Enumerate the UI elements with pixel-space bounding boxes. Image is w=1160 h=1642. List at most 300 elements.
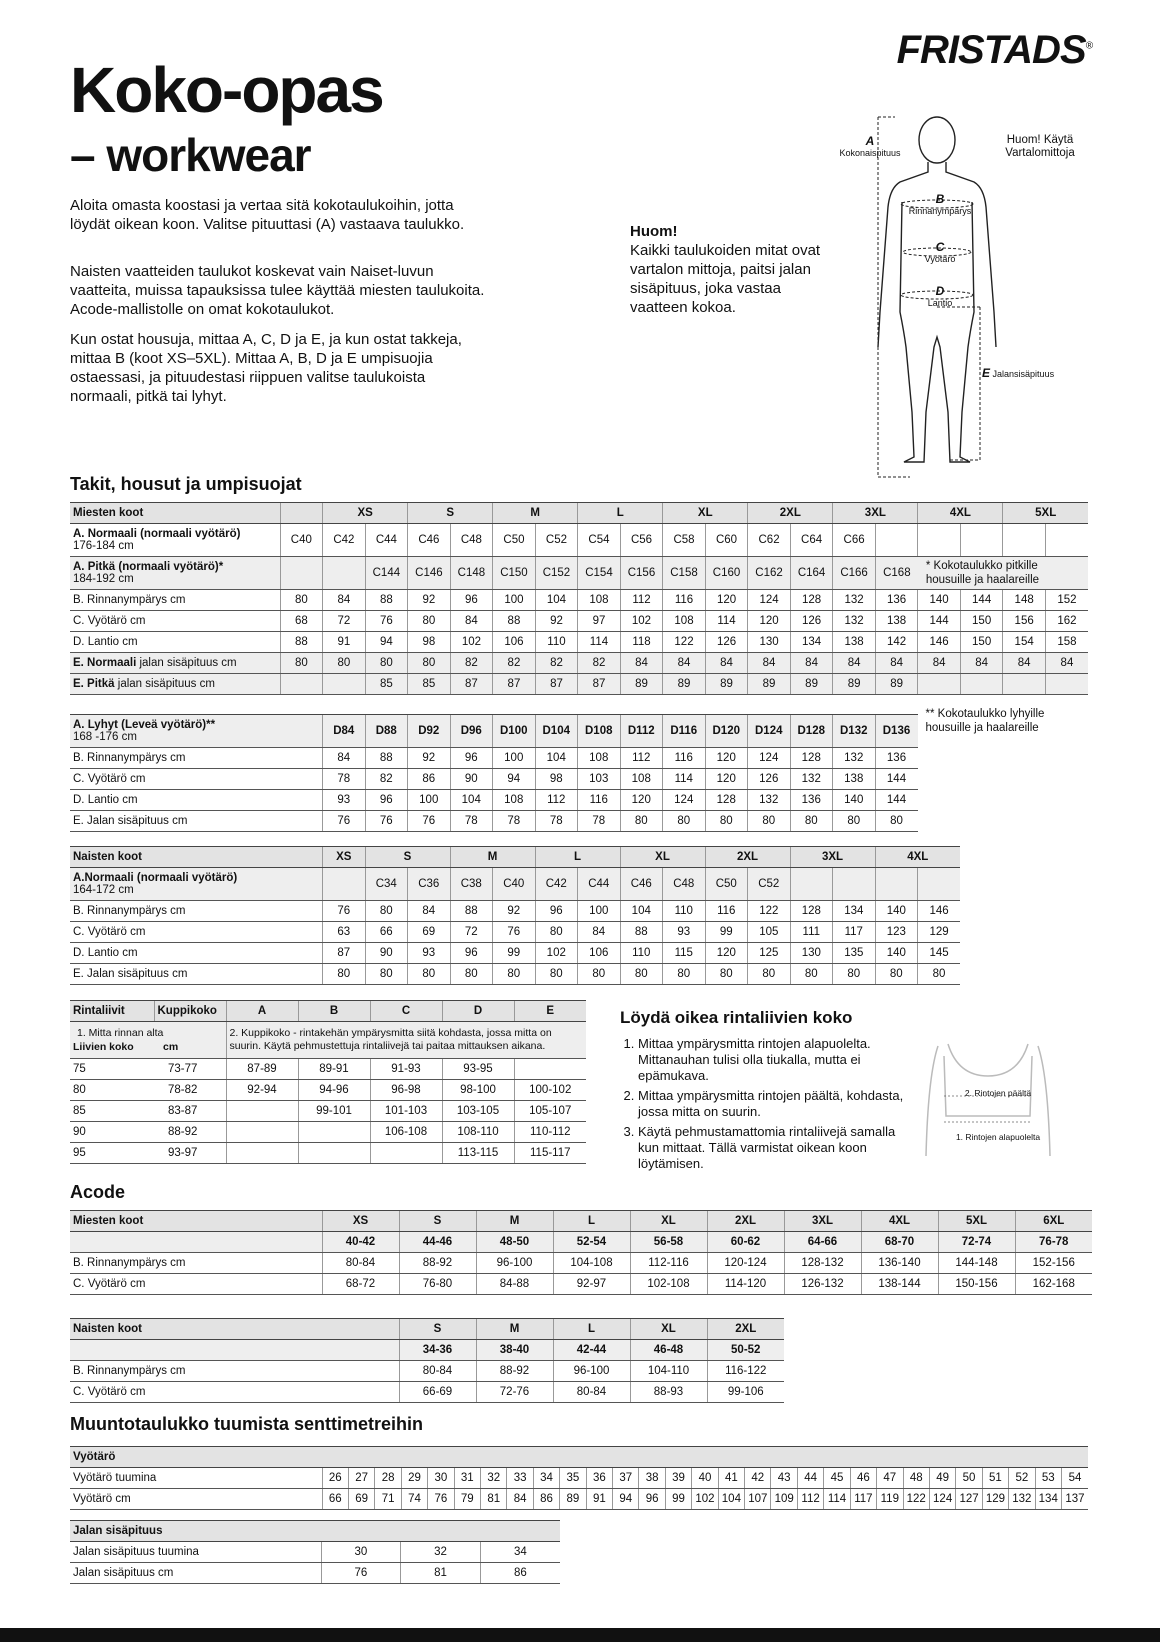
table-cell: 146 <box>918 901 961 922</box>
table-cell: C44 <box>365 524 408 557</box>
table-cell: 138 <box>833 632 876 653</box>
table-cell: 116-122 <box>707 1361 784 1382</box>
table-cell: 137 <box>1061 1489 1088 1510</box>
table-cell: C156 <box>620 557 663 590</box>
table-cell: 80-84 <box>553 1382 630 1403</box>
table-header: Kuppikoko <box>154 1001 226 1022</box>
table-cell: 71 <box>375 1489 401 1510</box>
table-cell: 92-97 <box>553 1274 630 1295</box>
table-row <box>70 1101 586 1122</box>
bra-guide-steps <box>620 1036 918 1176</box>
table-row <box>70 1489 1088 1510</box>
table-cell: 89 <box>748 674 791 695</box>
table-cell: 114 <box>705 611 748 632</box>
short-note: ** Kokotaulukko lyhyille housuille ja haalareille <box>918 715 1089 832</box>
table-cell: 132 <box>833 611 876 632</box>
table-cell: 80-84 <box>399 1361 476 1382</box>
table-cell: 150 <box>960 632 1003 653</box>
table-cell: C144 <box>365 557 408 590</box>
table-cell: 125 <box>748 943 791 964</box>
table-cell: 150-156 <box>938 1274 1015 1295</box>
table-cell: 93-95 <box>442 1059 514 1080</box>
table-cell: 126 <box>748 769 791 790</box>
cup-header: E <box>514 1001 586 1022</box>
table-cell: 63 <box>323 922 366 943</box>
table-cell: 94 <box>493 769 536 790</box>
table-cell: 89 <box>620 674 663 695</box>
table-cell: 50 <box>956 1468 982 1489</box>
table-row <box>70 901 960 922</box>
row-label: Jalan sisäpituus cm <box>70 1563 321 1584</box>
table-row <box>70 1468 1088 1489</box>
table-cell: 152 <box>1045 590 1088 611</box>
bra-size: 90 <box>70 1122 154 1143</box>
table-cell: 80 <box>705 811 748 832</box>
page-title: Koko-opas <box>70 54 383 126</box>
table-cell: 112 <box>620 590 663 611</box>
size-group: M <box>450 847 535 868</box>
table-cell: 102 <box>535 943 578 964</box>
table-cell: C42 <box>535 868 578 901</box>
table-cell: 84 <box>408 901 451 922</box>
table-cell: 44-46 <box>399 1232 476 1253</box>
table-cell: 78 <box>493 811 536 832</box>
table-cell: 34 <box>533 1468 559 1489</box>
table-cell: 80 <box>748 811 791 832</box>
bra-step-2: 2. Kuppikoko - rintakehän ympärysmitta siitä kohdasta, jossa mitta on suurin. Käytä pehmustettuja rintaliivejä tai paitaa mittauksen aikana. <box>226 1022 586 1059</box>
table-row <box>70 1232 1092 1253</box>
size-group: S <box>399 1319 476 1340</box>
table-cell: 91 <box>586 1489 612 1510</box>
table-cell: 81 <box>401 1563 481 1584</box>
men-size-table <box>70 502 1088 695</box>
table-row <box>70 847 960 868</box>
table-cell: 108 <box>578 748 621 769</box>
body-measurement-figure <box>840 112 1100 482</box>
table-cell: 136-140 <box>861 1253 938 1274</box>
table-cell: 122 <box>748 901 791 922</box>
size-group: M <box>476 1319 553 1340</box>
table-cell: 84 <box>620 653 663 674</box>
table-cell <box>875 868 918 901</box>
table-cell: D120 <box>705 715 748 748</box>
table-cell: 85 <box>408 674 451 695</box>
table-cell: C152 <box>535 557 578 590</box>
table-cell: 52 <box>1009 1468 1035 1489</box>
table-cell <box>226 1143 298 1164</box>
table-cell: 120-124 <box>707 1253 784 1274</box>
size-group: 2XL <box>707 1211 784 1232</box>
row-label: E. Normaali jalan sisäpituus cm <box>70 653 280 674</box>
table-cell: 80 <box>535 964 578 985</box>
table-cell: C62 <box>748 524 791 557</box>
table-row <box>70 1319 784 1340</box>
intro-paragraph-1: Aloita omasta koostasi ja vertaa sitä kokotaulukoihin, jotta löydät oikean koon. Valitse pituuttasi (A) vastaava taulukko. <box>70 197 465 233</box>
table-cell: D132 <box>833 715 876 748</box>
table-cell: 116 <box>578 790 621 811</box>
bra-step-1: 1. Mitta rinnan alta Liivien koko cm <box>70 1022 226 1059</box>
table-cell: 108 <box>620 769 663 790</box>
table-cell: 87 <box>323 943 366 964</box>
table-cell: 80 <box>875 964 918 985</box>
list-item: 1. Mittaa ympärysmitta rintojen alapuolelta. Mittanauhan tulisi olla tiukalla, mutta ei epämukava. <box>638 1036 918 1084</box>
table-cell: 46-48 <box>630 1340 707 1361</box>
table-row <box>70 1542 560 1563</box>
table-cell: 107 <box>745 1489 771 1510</box>
table-cell: 144 <box>918 611 961 632</box>
table-cell: 106-108 <box>370 1122 442 1143</box>
table-cell: 120 <box>705 943 748 964</box>
table-cell: C54 <box>578 524 621 557</box>
table-cell <box>70 1232 322 1253</box>
row-label: A.Normaali (normaali vyötärö) 164-172 cm <box>70 868 323 901</box>
table-cell: 136 <box>875 748 918 769</box>
table-cell: 108 <box>493 790 536 811</box>
table-cell: 90 <box>365 943 408 964</box>
table-cell: 114 <box>578 632 621 653</box>
table-cell: 88 <box>620 922 663 943</box>
table-cell: 102 <box>692 1489 718 1510</box>
table-cell: 116 <box>663 748 706 769</box>
table-cell: 87 <box>493 674 536 695</box>
table-cell: 99-101 <box>298 1101 370 1122</box>
table-cell: 108 <box>663 611 706 632</box>
table-cell: 92 <box>535 611 578 632</box>
row-label: Vyötärö tuumina <box>70 1468 322 1489</box>
table-cell: 88-92 <box>476 1361 553 1382</box>
table-cell: 84 <box>578 922 621 943</box>
table-cell: 76 <box>493 922 536 943</box>
table-cell: 116 <box>705 901 748 922</box>
table-cell: 84 <box>663 653 706 674</box>
table-cell: 100 <box>493 590 536 611</box>
table-cell: C46 <box>620 868 663 901</box>
table-cell: 81 <box>481 1489 507 1510</box>
table-cell: 116 <box>663 590 706 611</box>
table-cell: 29 <box>401 1468 427 1489</box>
size-group: XS <box>323 503 408 524</box>
size-group: L <box>535 847 620 868</box>
row-label: C. Vyötärö cm <box>70 1382 399 1403</box>
table-cell: 115-117 <box>514 1143 586 1164</box>
table-cell: 78 <box>450 811 493 832</box>
table-cell: 115 <box>663 943 706 964</box>
table-cell: 87 <box>535 674 578 695</box>
table-cell: D100 <box>493 715 536 748</box>
table-cell: C66 <box>833 524 876 557</box>
table-cell: 30 <box>428 1468 454 1489</box>
table-cell: D88 <box>365 715 408 748</box>
bra-figure <box>918 1036 1058 1160</box>
table-cell: C60 <box>705 524 748 557</box>
table-cell: 84 <box>748 653 791 674</box>
table-cell: C64 <box>790 524 833 557</box>
row-label: D. Lantio cm <box>70 943 323 964</box>
table-cell: D136 <box>875 715 918 748</box>
table-cell: 93 <box>323 790 366 811</box>
intro-paragraph-2: Naisten vaatteiden taulukot koskevat vain Naiset-luvun vaatteita, muissa tapauksissa tulee käyttää miesten taulukoita. Acode-mallistolle on omat kokotaulukot. <box>70 263 485 318</box>
table-cell: C46 <box>408 524 451 557</box>
table-cell: 72 <box>323 611 366 632</box>
table-cell: 84 <box>323 590 366 611</box>
table-cell: 130 <box>748 632 791 653</box>
row-label: A. Lyhyt (Leveä vyötärö)** 168 -176 cm <box>70 715 323 748</box>
table-cell: 80 <box>323 653 366 674</box>
table-cell: C40 <box>493 868 536 901</box>
table-cell: 148 <box>1003 590 1046 611</box>
table-row <box>70 1001 586 1022</box>
size-group: 4XL <box>875 847 960 868</box>
table-cell: 94-96 <box>298 1080 370 1101</box>
table-cell: 80 <box>833 964 876 985</box>
bra-size: 85 <box>70 1101 154 1122</box>
row-label: B. Rinnanympärys cm <box>70 901 323 922</box>
table-cell: C148 <box>450 557 493 590</box>
table-cell: 80 <box>280 590 323 611</box>
table-cell: 120 <box>705 590 748 611</box>
table-cell: C158 <box>663 557 706 590</box>
table-cell: 88 <box>280 632 323 653</box>
table-cell: 36 <box>586 1468 612 1489</box>
table-row <box>70 1080 586 1101</box>
row-label: A. Normaali (normaali vyötärö) 176-184 cm <box>70 524 280 557</box>
table-cell: 94 <box>613 1489 639 1510</box>
table-row <box>70 1563 560 1584</box>
table-cell: 134 <box>833 901 876 922</box>
note-title: Huom! <box>630 223 678 240</box>
waist-conversion-table <box>70 1446 1088 1510</box>
table-cell: 76-80 <box>399 1274 476 1295</box>
row-label: C. Vyötärö cm <box>70 922 323 943</box>
table-cell: 30 <box>321 1542 401 1563</box>
table-cell: 126 <box>705 632 748 653</box>
table-cell: 108 <box>578 590 621 611</box>
table-cell: 90 <box>450 769 493 790</box>
row-label: C. Vyötärö cm <box>70 611 280 632</box>
table-cell: 138 <box>875 611 918 632</box>
table-cell: 124 <box>663 790 706 811</box>
size-group: 2XL <box>748 503 833 524</box>
table-cell: 96-100 <box>476 1253 553 1274</box>
table-cell <box>1003 524 1046 557</box>
table-cell: 28 <box>375 1468 401 1489</box>
table-cell <box>280 503 323 524</box>
table-cell: 128 <box>790 590 833 611</box>
table-header: Vyötärö <box>70 1447 1088 1468</box>
table-cell: 102 <box>450 632 493 653</box>
table-cell: C52 <box>748 868 791 901</box>
table-cell: 98 <box>408 632 451 653</box>
table-cell: 127 <box>956 1489 982 1510</box>
inseam-conversion-table <box>70 1520 560 1584</box>
table-cell <box>918 524 961 557</box>
size-group: 3XL <box>790 847 875 868</box>
table-cell: 120 <box>748 611 791 632</box>
table-cell: 76-78 <box>1015 1232 1092 1253</box>
table-cell: 136 <box>790 790 833 811</box>
size-group: 5XL <box>1003 503 1088 524</box>
table-cell: 80 <box>280 653 323 674</box>
table-row <box>70 1253 1092 1274</box>
footer-bar <box>0 1628 1160 1642</box>
long-note: * Kokotaulukko pitkille housuille ja haalareille <box>918 557 1088 590</box>
table-cell <box>280 674 323 695</box>
table-cell: 39 <box>665 1468 691 1489</box>
table-row <box>70 653 1088 674</box>
bra-range: 78-82 <box>154 1080 226 1101</box>
table-row <box>70 1122 586 1143</box>
table-cell: 68-72 <box>322 1274 399 1295</box>
table-cell: C38 <box>450 868 493 901</box>
table-cell: 68-70 <box>861 1232 938 1253</box>
bra-size-table <box>70 1000 586 1164</box>
table-cell: 97 <box>578 611 621 632</box>
table-cell: 124 <box>748 590 791 611</box>
table-cell: 80 <box>705 964 748 985</box>
table-row <box>70 868 960 901</box>
size-group: 2XL <box>705 847 790 868</box>
table-header: Rintaliivit <box>70 1001 154 1022</box>
table-cell: C58 <box>663 524 706 557</box>
table-cell: 145 <box>918 943 961 964</box>
table-cell: 37 <box>613 1468 639 1489</box>
table-cell: 82 <box>578 653 621 674</box>
table-cell: 132 <box>833 590 876 611</box>
size-group: S <box>365 847 450 868</box>
intro-paragraph-3: Kun ostat housuja, mittaa A, C, D ja E, ja kun ostat takkeja, mittaa B (koot XS–5XL). Mittaa A, B, D ja E umpisuojia ostaessasi, ja pituudestasi riippuen valitse taulukoista normaali, pitkä tai lyhyt. <box>70 331 462 405</box>
table-cell: 105-107 <box>514 1101 586 1122</box>
table-cell: 80 <box>790 811 833 832</box>
table-cell: 124 <box>929 1489 955 1510</box>
table-cell: 80 <box>620 964 663 985</box>
size-group: XS <box>322 1211 399 1232</box>
list-item: 3. Käytä pehmustamattomia rintaliivejä samalla kun mittaat. Tällä varmistat oikean koon löytämisen. <box>638 1124 918 1172</box>
table-cell: 84 <box>790 653 833 674</box>
table-cell: 89 <box>875 674 918 695</box>
table-cell: 84 <box>323 748 366 769</box>
table-cell: 96 <box>450 590 493 611</box>
table-cell: 128 <box>705 790 748 811</box>
table-cell: 66 <box>365 922 408 943</box>
table-cell: 84-88 <box>476 1274 553 1295</box>
table-cell: 120 <box>705 769 748 790</box>
table-cell: 102-108 <box>630 1274 707 1295</box>
table-cell: 80 <box>918 964 961 985</box>
table-cell: C52 <box>535 524 578 557</box>
table-cell <box>918 674 961 695</box>
table-cell: 138 <box>833 769 876 790</box>
table-cell: 84 <box>918 653 961 674</box>
table-row <box>70 611 1088 632</box>
table-cell: 80 <box>450 964 493 985</box>
table-cell: 138-144 <box>861 1274 938 1295</box>
table-cell: 40 <box>692 1468 718 1489</box>
table-cell: 114 <box>663 769 706 790</box>
table-cell: 88 <box>450 901 493 922</box>
table-cell: 80 <box>578 964 621 985</box>
table-row <box>70 524 1088 557</box>
table-cell: D108 <box>578 715 621 748</box>
table-cell: 38 <box>639 1468 665 1489</box>
row-label: Jalan sisäpituus tuumina <box>70 1542 321 1563</box>
table-cell: 98-100 <box>442 1080 514 1101</box>
table-cell: 117 <box>850 1489 876 1510</box>
table-cell: 144 <box>875 790 918 811</box>
table-cell: 82 <box>493 653 536 674</box>
size-group: M <box>493 503 578 524</box>
cup-header: B <box>298 1001 370 1022</box>
table-cell <box>70 1340 399 1361</box>
size-group: 5XL <box>938 1211 1015 1232</box>
table-cell: 64-66 <box>784 1232 861 1253</box>
table-cell: 144 <box>875 769 918 790</box>
table-cell: C164 <box>790 557 833 590</box>
table-cell: 99 <box>493 943 536 964</box>
table-cell: 52-54 <box>553 1232 630 1253</box>
table-cell: 80 <box>790 964 833 985</box>
table-cell: 96 <box>639 1489 665 1510</box>
table-cell: 76 <box>365 811 408 832</box>
row-label: Vyötärö cm <box>70 1489 322 1510</box>
table-cell: 124 <box>748 748 791 769</box>
table-cell: 80 <box>408 964 451 985</box>
table-row <box>70 674 1088 695</box>
table-cell: 100 <box>408 790 451 811</box>
table-cell: 50-52 <box>707 1340 784 1361</box>
table-cell: 86 <box>480 1563 560 1584</box>
table-cell: 129 <box>982 1489 1008 1510</box>
table-row <box>70 964 960 985</box>
table-cell: 88-92 <box>399 1253 476 1274</box>
table-cell: 140 <box>875 901 918 922</box>
table-cell: 126-132 <box>784 1274 861 1295</box>
table-cell: 69 <box>348 1489 374 1510</box>
bra-range: 93-97 <box>154 1143 226 1164</box>
table-cell: 123 <box>875 922 918 943</box>
size-group: 6XL <box>1015 1211 1092 1232</box>
table-cell: 47 <box>877 1468 903 1489</box>
label-a: A Kokonaispituus <box>839 134 901 158</box>
table-cell: 110 <box>535 632 578 653</box>
table-cell <box>298 1143 370 1164</box>
table-cell: 80 <box>365 964 408 985</box>
table-cell: 96-98 <box>370 1080 442 1101</box>
table-cell: 87-89 <box>226 1059 298 1080</box>
table-row <box>70 1143 586 1164</box>
table-header: Miesten koot <box>70 1211 322 1232</box>
acode-men-table <box>70 1210 1092 1295</box>
cup-header: D <box>442 1001 514 1022</box>
table-cell: 136 <box>875 590 918 611</box>
size-group: XL <box>630 1319 707 1340</box>
bra-guide-title: Löydä oikea rintaliivien koko <box>620 1008 853 1027</box>
table-cell: 132 <box>1009 1489 1035 1510</box>
table-cell: 102 <box>620 611 663 632</box>
section-title-conversion: Muuntotaulukko tuumista senttimetreihin <box>70 1414 424 1434</box>
table-cell: 112 <box>797 1489 823 1510</box>
table-cell: 104-110 <box>630 1361 707 1382</box>
side-note: Huom! Käytä Vartalomittoja <box>1005 134 1075 159</box>
table-cell: 93 <box>408 943 451 964</box>
short-size-table <box>70 708 1088 832</box>
table-header: Naisten koot <box>70 1319 399 1340</box>
table-cell: D124 <box>748 715 791 748</box>
table-cell: 150 <box>960 611 1003 632</box>
table-cell: 91-93 <box>370 1059 442 1080</box>
table-cell: 122 <box>663 632 706 653</box>
table-cell: 89 <box>790 674 833 695</box>
size-group: 2XL <box>707 1319 784 1340</box>
